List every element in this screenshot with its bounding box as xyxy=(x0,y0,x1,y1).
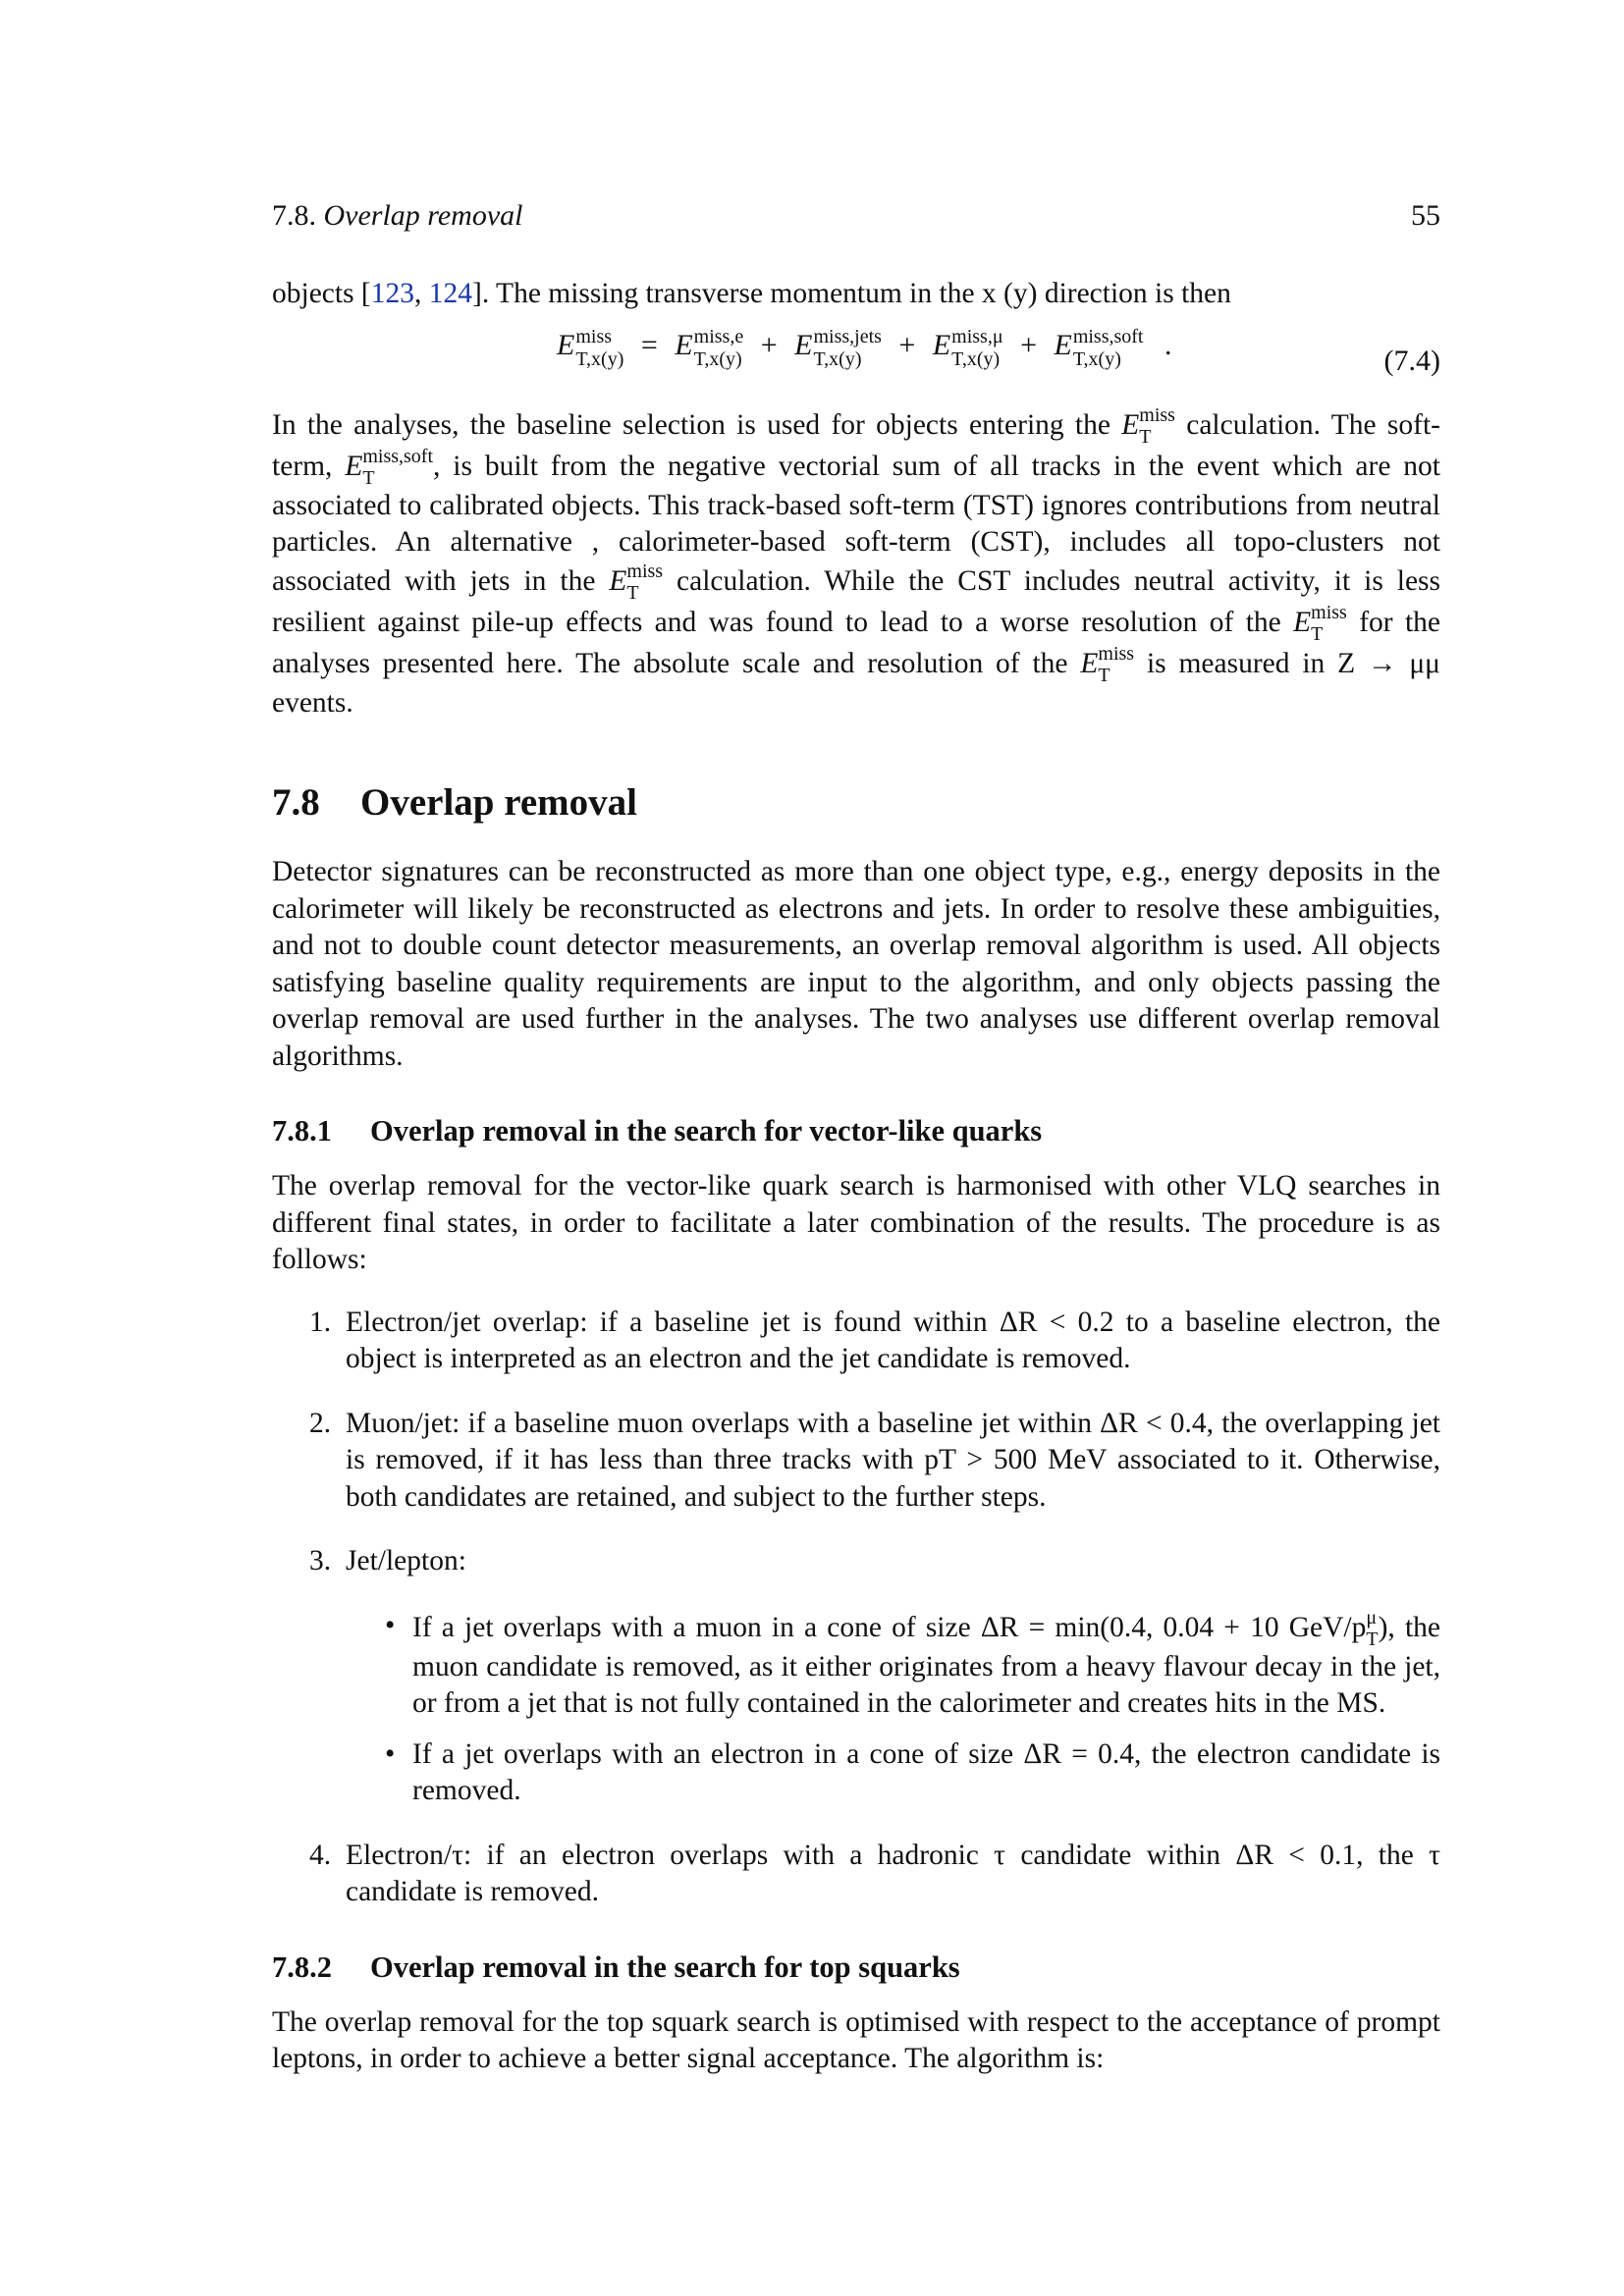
list-item: 2. Muon/jet: if a baseline muon overlaps with a baseline jet within ΔR < 0.4, the overlapping jet is removed, if it has less than three tracks with pT > 500 MeV associated to it. Otherwise, both candidates are retained, and subject to the further steps. xyxy=(309,1407,1440,1513)
equation-7-4 xyxy=(272,319,1440,388)
bullet-item: • If a jet overlaps with a muon in a cone of size ΔR = min(0.4, 0.04 + 10 GeV/p μ T ), the muon candidate is removed, as it either originates from a heavy flavour decay in the jet, or from a jet that is not fully contained in the calorimeter and creates hits in the MS. xyxy=(385,1606,1440,1719)
equation-number: (7.4) xyxy=(1383,344,1440,377)
running-head xyxy=(272,191,1440,239)
page-number: 55 xyxy=(1411,199,1440,232)
subsection-paragraph-stop: The overlap removal for the top squark search is optimised with respect to the acceptance of prompt leptons, in order to achieve a better signal acceptance. The algorithm is: xyxy=(272,2005,1440,2074)
list-item: 4. Electron/τ: if an electron overlaps with a hadronic τ candidate within ΔR < 0.1, the τ candidate is removed. xyxy=(309,1839,1440,1907)
list-item: 1. Electron/jet overlap: if a baseline jet is found within ΔR < 0.2 to a baseline electron, the object is interpreted as an electron and the jet candidate is removed. xyxy=(309,1306,1440,1374)
section-paragraph: Detector signatures can be reconstructed as more than one object type, e.g., energy deposits in the calorimeter will likely be reconstructed as electrons and jets. In order to resolve these ambiguities, and not to double count detector measurements, an overlap removal algorithm is used. All objects satisfying baseline quality requirements are input to the algorithm, and only objects passing the overlap removal are used further in the analyses. The two analyses use different overlap removal algorithms. xyxy=(272,856,1440,1072)
section-heading: 7.8 Overlap removal xyxy=(272,781,637,824)
procedure-list xyxy=(272,1305,1440,1911)
citation-123[interactable]: 123 xyxy=(370,278,415,309)
intro-paragraph: objects [123, 124]. The missing transverse momentum in the x (y) direction is then xyxy=(272,278,1231,309)
sub-list xyxy=(346,1608,1440,1810)
subsection-heading-stop: 7.8.2 Overlap removal in the search for top squarks xyxy=(272,1949,960,1984)
citation-124[interactable]: 124 xyxy=(428,278,473,309)
list-item: 3. Jet/lepton: • If a jet overlaps with a muon in a cone of size ΔR = min(0.4, 0.04 + 10 GeV/p μ T ), the muon candidate is removed, as it either originates from a heavy flavour decay in the jet, or from a jet that is not fully contained in the calorimeter and creates hits in the MS. • If a jet overlaps with an electron in a cone of size ΔR = 0.4, the electron candidate is removed. xyxy=(272,1543,1440,1810)
met-paragraph: In the analyses, the baseline selection is used for objects entering the E miss T calculation. The soft-term, E miss,soft T , is built from the negative vectorial sum of all tracks in the event which are not associated to calibrated objects. This track-based soft-term (TST) ignores contributions from neutral particles. An alternative , calorimeter-based soft-term (CST), includes all topo-clusters not associated with jets in the E miss T calculation. While the CST includes neutral activity, it is less resilient against pile-up effects and was found to lead to a worse resolution of the E miss T for the analyses presented here. The absolute scale and resolution of the E miss T is measured in Z → μμ events. xyxy=(272,403,1441,719)
equation-body: E miss T,x(y) = E miss,e T,x(y) + E miss,jets T,x(y) + E miss,μ T,x(y) + E miss,soft T,x(y) . xyxy=(557,325,1172,370)
subsection-paragraph-vlq: The overlap removal for the vector-like quark search is harmonised with other VLQ searches in different final states, in order to facilitate a later combination of the results. The procedure is as follows: xyxy=(272,1170,1440,1275)
subsection-heading-vlq: 7.8.1 Overlap removal in the search for vector-like quarks xyxy=(272,1114,1043,1148)
page xyxy=(272,191,1440,2078)
running-head-section: 7.8. Overlap removal xyxy=(272,199,523,232)
bullet-item: • If a jet overlaps with an electron in a cone of size ΔR = 0.4, the electron candidate is removed. xyxy=(385,1737,1440,1806)
running-head-title: Overlap removal xyxy=(323,199,523,232)
